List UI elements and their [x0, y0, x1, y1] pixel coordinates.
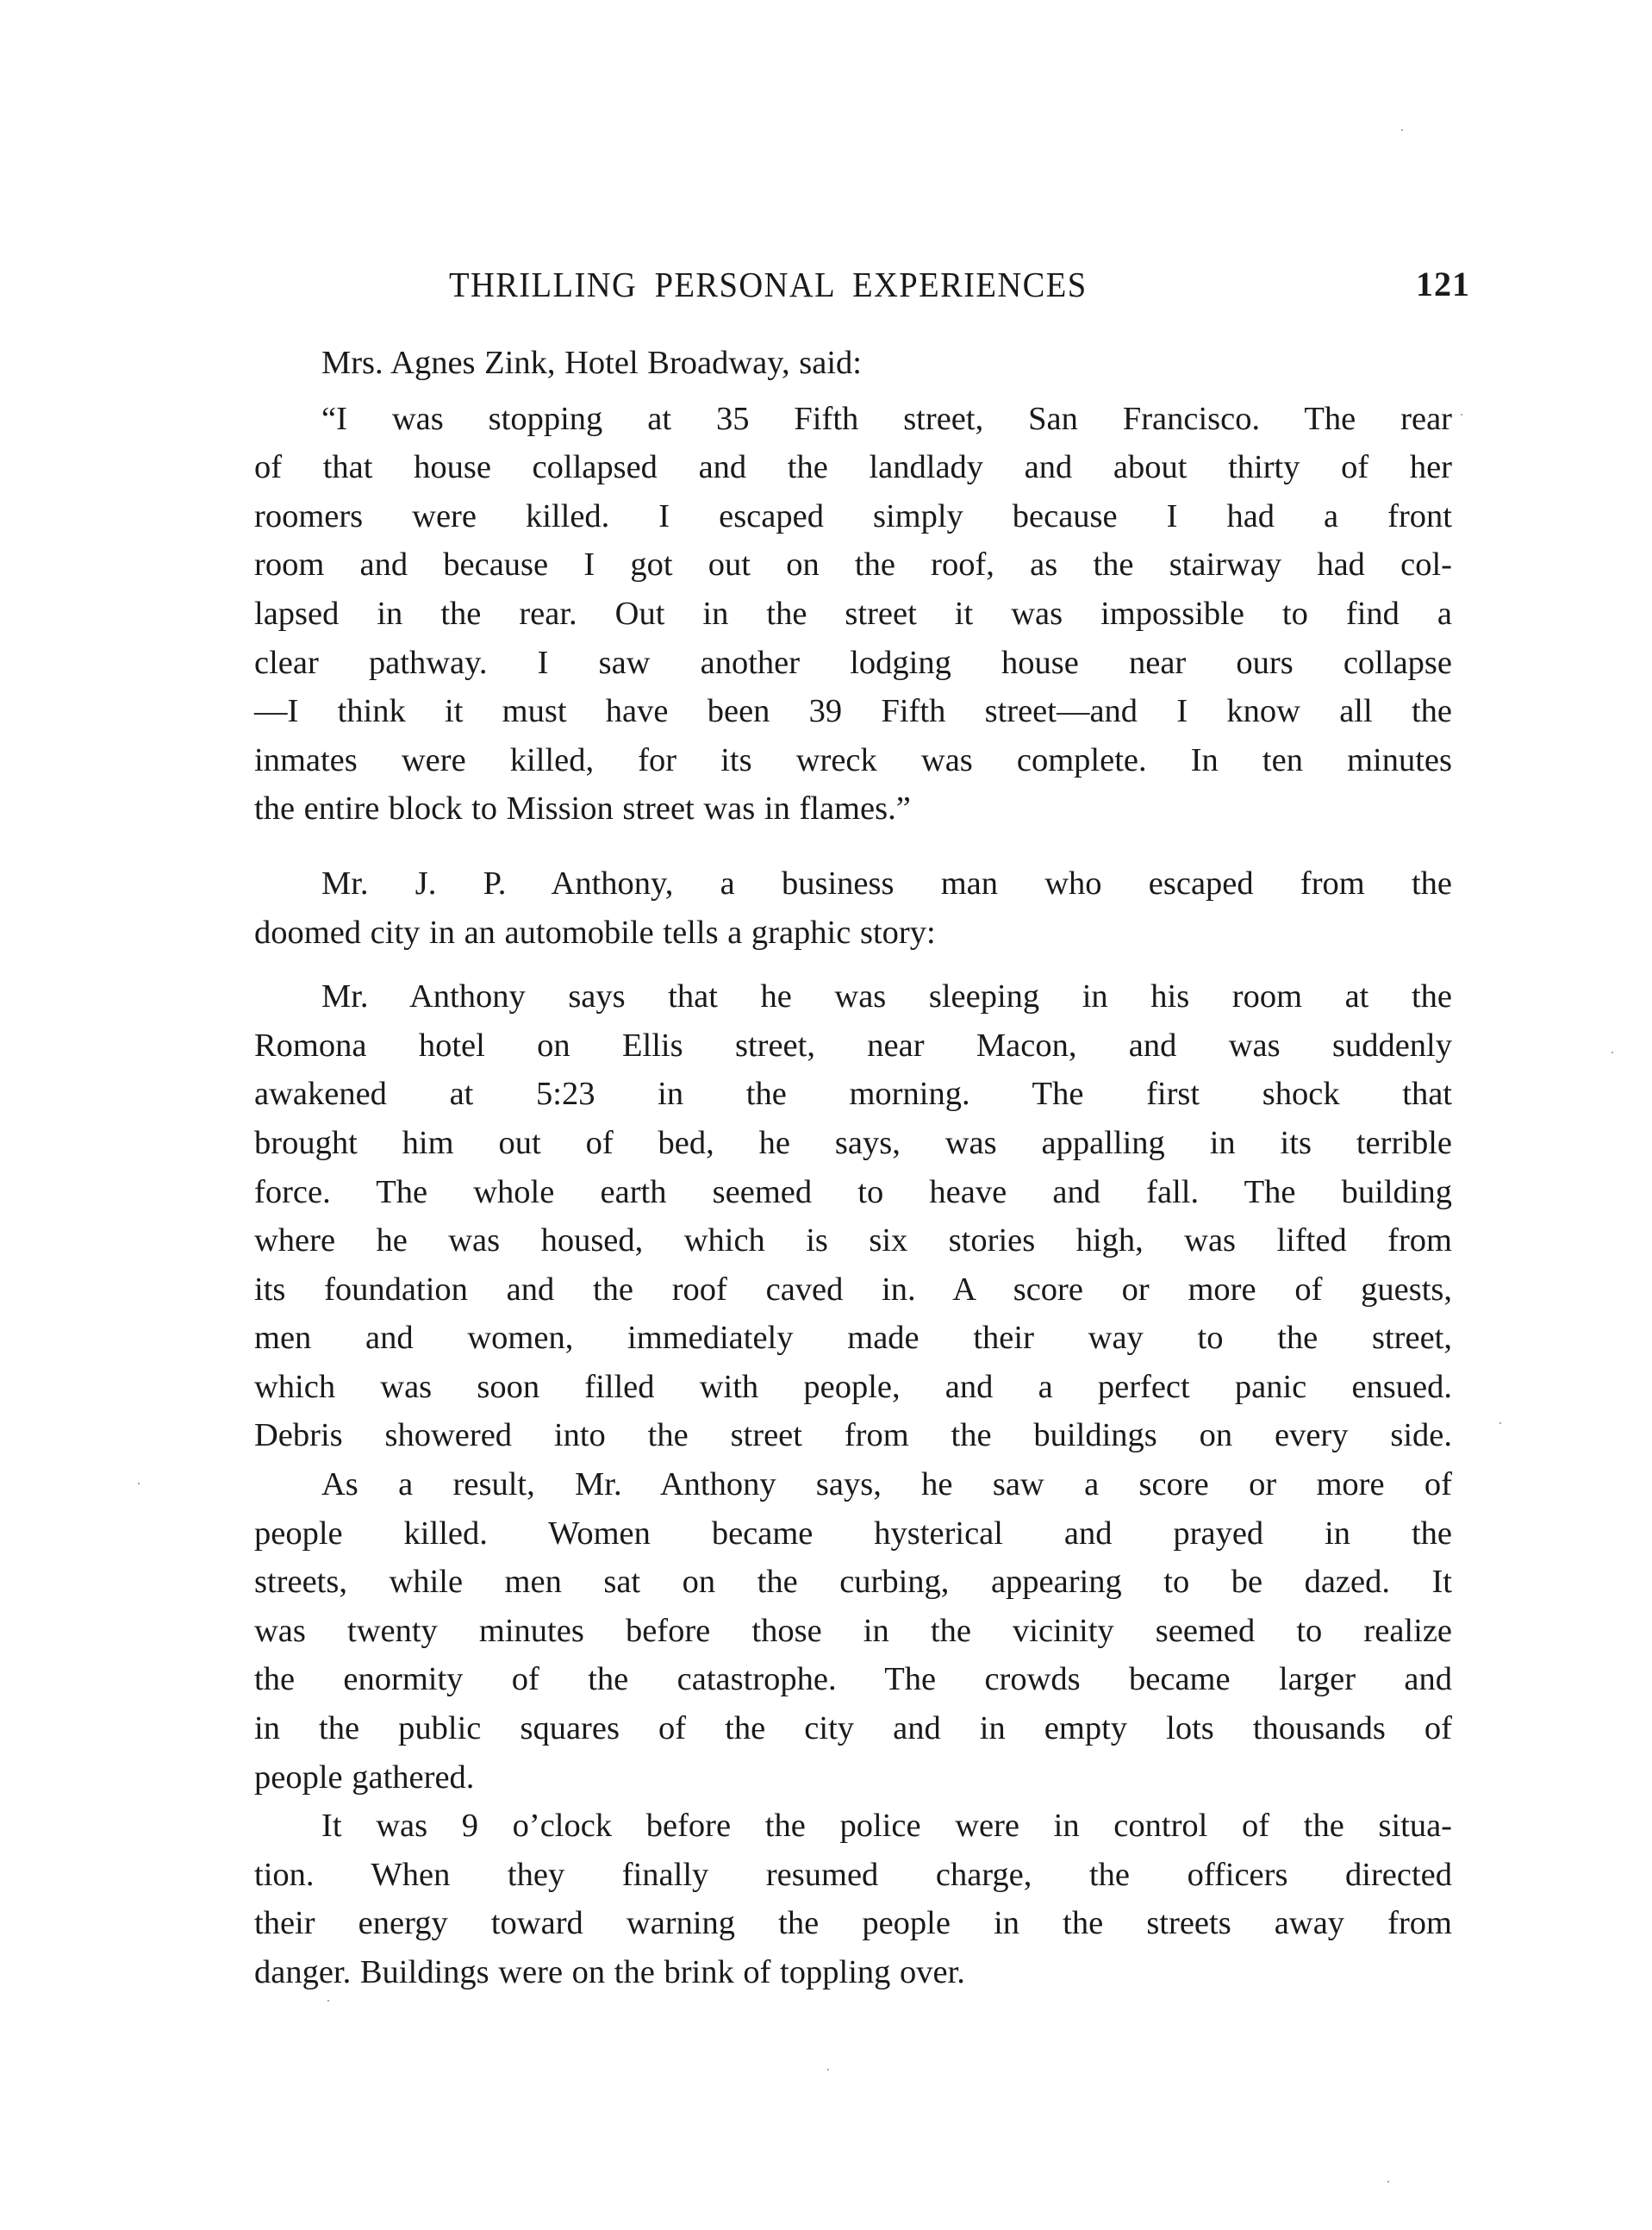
- text-line: doomed city in an automobile tells a graphic story:: [254, 914, 936, 951]
- text-line: inmates were killed, for its wreck was complete. In ten minutes: [254, 741, 1452, 778]
- text-line: clear pathway. I saw another lodging house near ours collapse: [254, 644, 1452, 681]
- text-line: Mrs. Agnes Zink, Hotel Broadway, said:: [321, 345, 862, 381]
- text-line: force. The whole earth seemed to heave and fall. The building: [254, 1173, 1452, 1210]
- text-line: in the public squares of the city and in empty lots thousands of: [254, 1710, 1452, 1747]
- text-line: was twenty minutes before those in the vicinity seemed to realize: [254, 1612, 1452, 1649]
- paragraph-anthony-intro: [254, 859, 1452, 957]
- text-line: Romona hotel on Ellis street, near Macon, and was suddenly: [254, 1027, 1452, 1064]
- text-line: of that house collapsed and the landlady and about thirty of her: [254, 449, 1452, 486]
- running-title: THRILLING PERSONAL EXPERIENCES: [449, 265, 1088, 304]
- paragraph-zink-intro: [254, 339, 1452, 388]
- page-number: 121: [1416, 265, 1470, 303]
- scan-speck: [1387, 2181, 1389, 2183]
- text-line: It was 9 o’clock before the police were in control of the situa-: [321, 1808, 1452, 1845]
- scan-speck: [1461, 414, 1462, 415]
- text-line: its foundation and the roof caved in. A score or more of guests,: [254, 1271, 1452, 1308]
- text-line: roomers were killed. I escaped simply because I had a front: [254, 497, 1452, 534]
- text-line: their energy toward warning the people in the streets away from: [254, 1905, 1452, 1942]
- text-line: As a result, Mr. Anthony says, he saw a score or more of: [321, 1466, 1452, 1503]
- scan-speck: [1499, 1422, 1501, 1424]
- text-line: awakened at 5:23 in the morning. The first shock that: [254, 1076, 1452, 1113]
- text-line: people gathered.: [254, 1758, 475, 1796]
- text-line: danger. Buildings were on the brink of toppling over.: [254, 1954, 965, 1990]
- text-line: room and because I got out on the roof, as the stairway had col-: [254, 547, 1452, 584]
- paragraph-anthony-story-2: [254, 1460, 1452, 1802]
- text-line: —I think it must have been 39 Fifth street—and I know all the: [254, 693, 1452, 730]
- text-line: the enormity of the catastrophe. The crowds became larger and: [254, 1661, 1452, 1698]
- text-line: tion. When they finally resumed charge, the officers directed: [254, 1856, 1452, 1893]
- text-line: “I was stopping at 35 Fifth street, San Francisco. The rear: [321, 400, 1452, 437]
- text-line: people killed. Women became hysterical and prayed in the: [254, 1515, 1452, 1552]
- running-head: [254, 259, 1470, 310]
- text-line: where he was housed, which is six stories high, was lifted from: [254, 1222, 1452, 1259]
- text-line: which was soon filled with people, and a perfect panic ensued.: [254, 1368, 1452, 1405]
- scan-speck: [1611, 1052, 1613, 1053]
- text-line: lapsed in the rear. Out in the street it was impossible to find a: [254, 595, 1452, 632]
- text-line: men and women, immediately made their way to the street,: [254, 1320, 1452, 1357]
- scan-speck: [327, 2000, 329, 2002]
- scan-speck: [827, 2069, 829, 2071]
- paragraph-zink-quote: [254, 395, 1452, 834]
- scan-speck: [1401, 129, 1403, 131]
- text-line: Mr. J. P. Anthony, a business man who escaped from the: [321, 865, 1452, 902]
- text-line: brought him out of bed, he says, was appalling in its terrible: [254, 1124, 1452, 1161]
- body-text: [254, 339, 1452, 1997]
- scan-speck: [138, 1483, 140, 1484]
- text-line: streets, while men sat on the curbing, appearing to be dazed. It: [254, 1564, 1452, 1601]
- text-line: the entire block to Mission street was in flames.”: [254, 790, 911, 828]
- text-line: Mr. Anthony says that he was sleeping in his room at the: [321, 978, 1452, 1015]
- paragraph-anthony-story-1: [254, 972, 1452, 1460]
- paragraph-anthony-story-3: [254, 1802, 1452, 1996]
- text-line: Debris showered into the street from the buildings on every side.: [254, 1417, 1452, 1454]
